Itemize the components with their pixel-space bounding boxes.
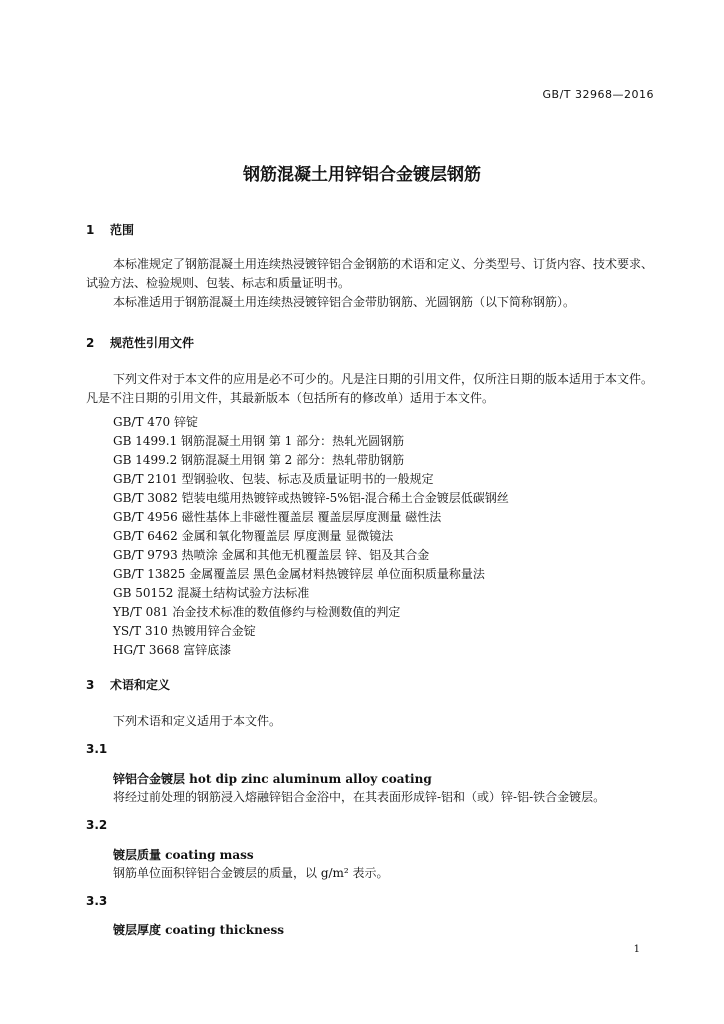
section-title: 范围 <box>110 223 135 237</box>
normative-references-list <box>113 413 509 660</box>
section-title: 术语和定义 <box>110 678 171 692</box>
reference-item: GB/T 6462 金属和氧化物覆盖层 厚度测量 显微镜法 <box>113 529 394 543</box>
section-number: 3 <box>86 678 95 692</box>
reference-item: GB/T 4956 磁性基体上非磁性覆盖层 覆盖层厚度测量 磁性法 <box>113 510 442 524</box>
section-2-heading <box>86 334 194 351</box>
scope-paragraph-2: 本标准适用于钢筋混凝土用连续热浸镀锌铝合金带肋钢筋、光圆钢筋（以下简称钢筋）。 <box>113 295 576 309</box>
document-title: 钢筋混凝土用锌铝合金镀层钢筋 <box>243 165 481 185</box>
reference-item: GB 1499.1 钢筋混凝土用钢 第 1 部分：热轧光圆钢筋 <box>113 434 405 448</box>
section-number: 2 <box>86 336 95 350</box>
reference-item: GB/T 9793 热喷涂 金属和其他无机覆盖层 锌、铝及其合金 <box>113 548 430 562</box>
scope-paragraph-1: 本标准规定了钢筋混凝土用连续热浸镀锌铝合金钢筋的术语和定义、分类型号、订货内容、技术要求、试验方法、检验规则、包装、标志和质量证明书。 <box>86 257 654 290</box>
reference-item: GB/T 470 锌锭 <box>113 415 198 429</box>
term-3-3-number: 3.3 <box>86 894 108 908</box>
reference-item: GB/T 13825 金属覆盖层 黑色金属材料热镀锌层 单位面积质量称量法 <box>113 567 485 581</box>
section-title: 规范性引用文件 <box>110 336 195 350</box>
section-1-heading <box>86 221 134 238</box>
reference-item: YS/T 310 热镀用锌合金锭 <box>113 624 256 638</box>
reference-item: GB/T 2101 型钢验收、包装、标志及质量证明书的一般规定 <box>113 472 434 486</box>
reference-item: GB 1499.2 钢筋混凝土用钢 第 2 部分：热轧带肋钢筋 <box>113 453 405 467</box>
references-intro: 下列文件对于本文件的应用是必不可少的。凡是注日期的引用文件，仅所注日期的版本适用于本文件。凡是不注日期的引用文件，其最新版本（包括所有的修改单）适用于本文件。 <box>86 372 654 405</box>
term-3-1-number: 3.1 <box>86 742 108 756</box>
term-3-3-title: 镀层厚度 coating thickness <box>113 923 284 937</box>
reference-item: GB/T 3082 铠装电缆用热镀锌或热镀锌-5%铝-混合稀土合金镀层低碳钢丝 <box>113 491 509 505</box>
reference-item: YB/T 081 冶金技术标准的数值修约与检测数值的判定 <box>113 605 401 619</box>
reference-item: GB 50152 混凝土结构试验方法标准 <box>113 586 310 600</box>
section-3-heading <box>86 676 170 693</box>
terms-intro: 下列术语和定义适用于本文件。 <box>113 714 282 728</box>
section-number: 1 <box>86 223 95 237</box>
term-3-2-title: 镀层质量 coating mass <box>113 848 254 862</box>
standard-code: GB/T 32968—2016 <box>542 88 654 101</box>
page-number: 1 <box>633 944 640 955</box>
term-3-1-title: 锌铝合金镀层 hot dip zinc aluminum alloy coating <box>113 772 432 786</box>
reference-item: HG/T 3668 富锌底漆 <box>113 643 232 657</box>
term-3-2-number: 3.2 <box>86 818 108 832</box>
term-3-1-definition: 将经过前处理的钢筋浸入熔融锌铝合金浴中，在其表面形成锌-铝和（或）锌-铝-铁合金镀层。 <box>113 790 606 804</box>
term-3-2-definition: 钢筋单位面积锌铝合金镀层的质量，以 g/m² 表示。 <box>113 866 389 880</box>
